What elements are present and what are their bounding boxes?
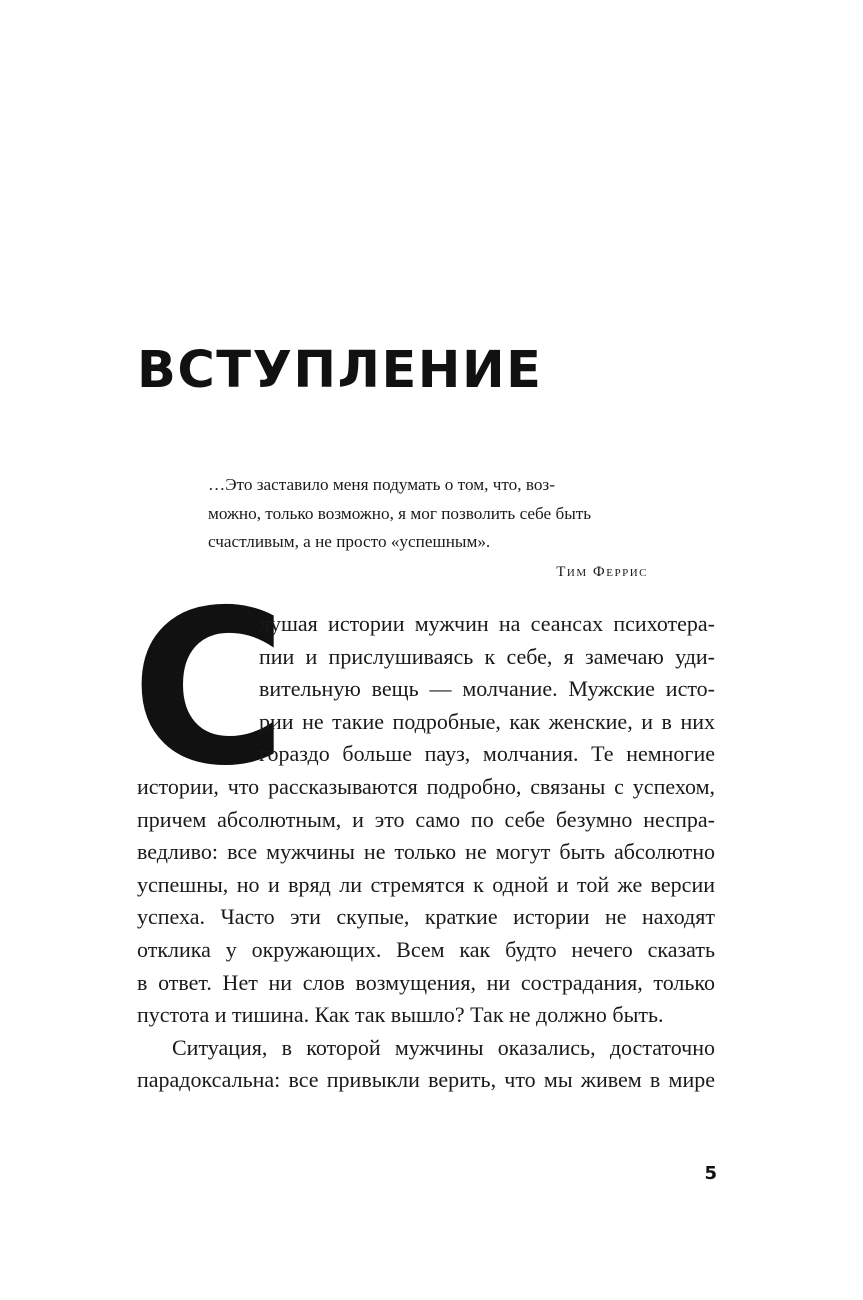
page-number: 5 bbox=[704, 1163, 717, 1184]
body-line: пустота и тишина. Как так вышло? Так не должно быть. bbox=[137, 1002, 664, 1028]
body-line: Ситуация, в которой мужчины оказались, достаточно bbox=[172, 1034, 715, 1060]
body-line: успешны, но и вряд ли стремятся к одной и той же версии bbox=[137, 871, 715, 897]
drop-cap-letter: С bbox=[131, 565, 288, 813]
body-line: отклика у окружающих. Всем как будто нечего сказать bbox=[137, 936, 715, 962]
body-line: ведливо: все мужчины не только не могут быть абсолютно bbox=[137, 839, 715, 865]
epigraph-line: …Это заставило меня подумать о том, что, воз- bbox=[208, 475, 555, 494]
body-line: вительную вещь — молчание. Мужские исто- bbox=[259, 676, 715, 702]
chapter-title: ВСТУПЛЕНИЕ bbox=[137, 341, 543, 400]
body-text bbox=[137, 608, 715, 1097]
body-line: гораздо больше пауз, молчания. Те немногие bbox=[259, 741, 715, 767]
body-line: в ответ. Нет ни слов возмущения, ни сострадания, только bbox=[137, 969, 715, 995]
body-line: лушая истории мужчин на сеансах психотера- bbox=[259, 611, 715, 636]
epigraph-line: можно, только возможно, я мог позволить себе быть bbox=[208, 503, 592, 523]
body-line: парадоксальна: все привыкли верить, что мы живем в мире bbox=[137, 1067, 715, 1093]
body-line: рии не такие подробные, как женские, и в них bbox=[259, 708, 715, 734]
epigraph-author: Тим Феррис bbox=[556, 563, 648, 580]
body-line: истории, что рассказываются подробно, связаны с успехом, bbox=[137, 773, 715, 799]
body-line: успеха. Часто эти скупые, краткие истории не находят bbox=[137, 904, 715, 930]
body-line: причем абсолютным, и это само по себе безумно неспра- bbox=[137, 806, 715, 832]
epigraph-line: счастливым, а не просто «успешным». bbox=[208, 532, 491, 551]
body-line: пии и прислушиваясь к себе, я замечаю уди- bbox=[259, 643, 715, 669]
